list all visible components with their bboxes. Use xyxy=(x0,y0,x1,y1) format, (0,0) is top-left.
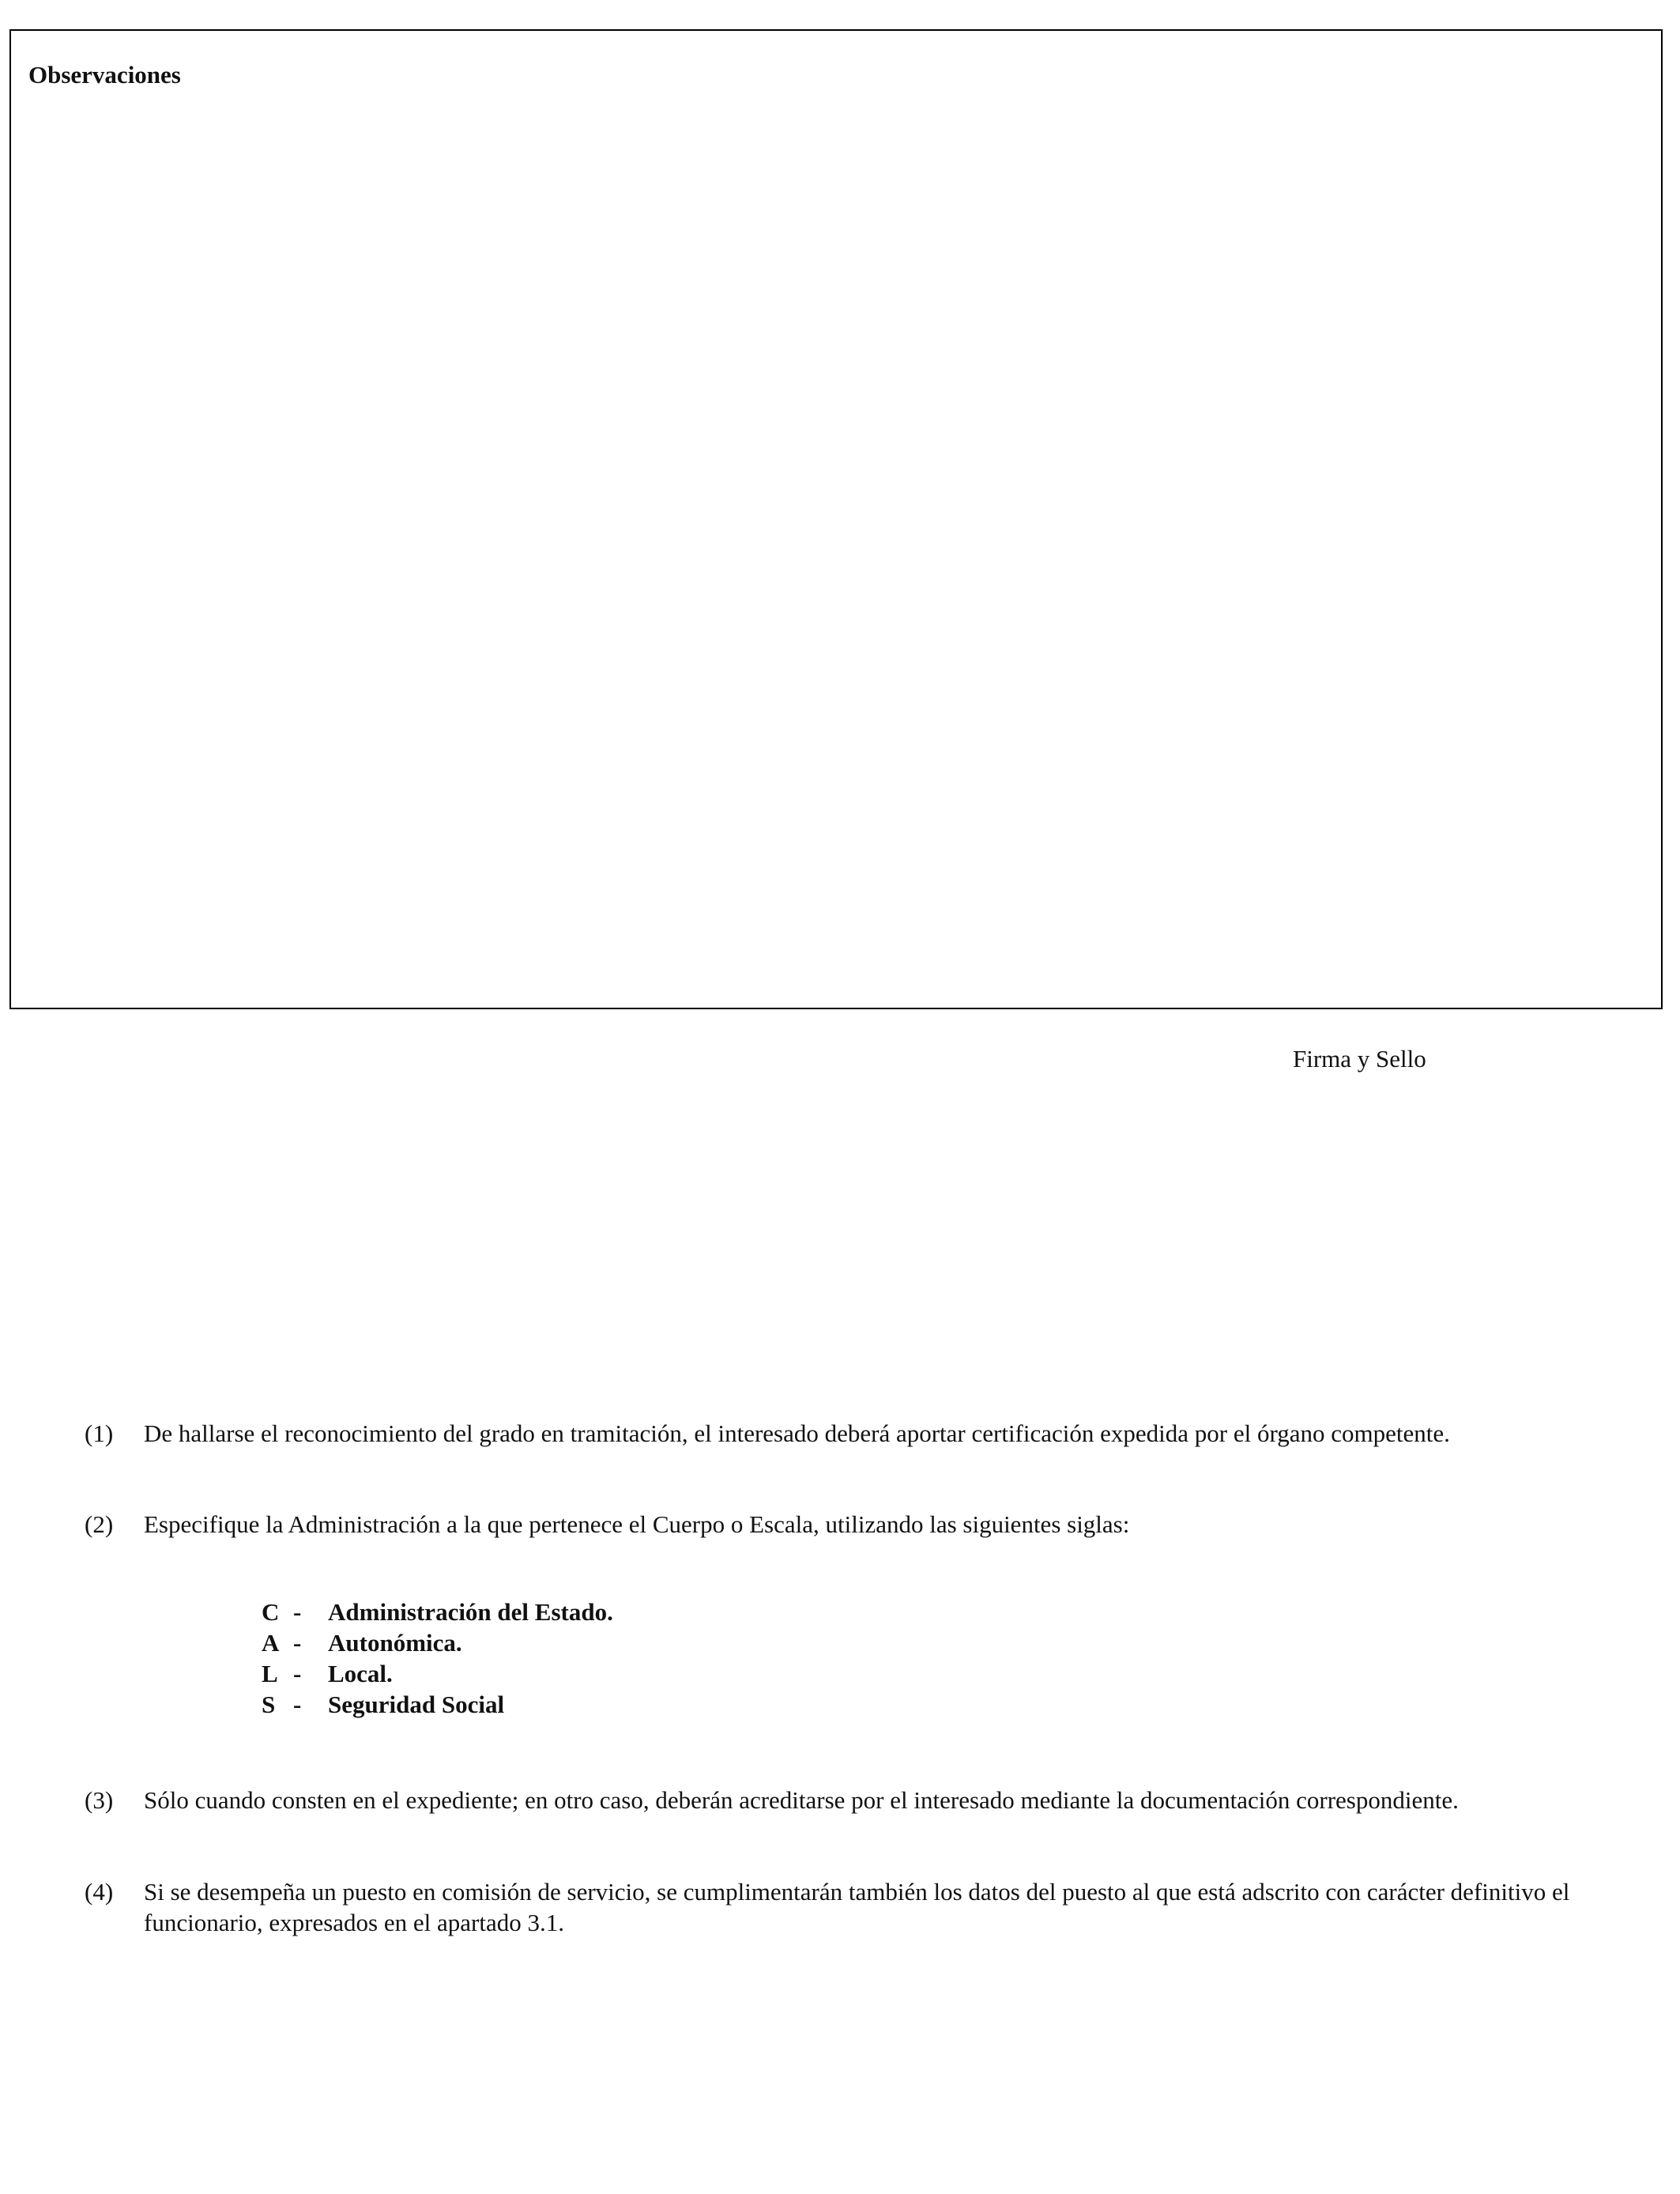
sigla-label: Seguridad Social xyxy=(328,1691,505,1718)
footnote-number: (1) xyxy=(85,1419,114,1447)
sigla-item xyxy=(262,1658,613,1689)
observaciones-title: Observaciones xyxy=(28,61,181,89)
footnote-text: Especifique la Administración a la que pertenece el Cuerpo o Escala, utilizando las siguientes siglas: xyxy=(144,1510,1130,1538)
sigla-dash: - xyxy=(293,1598,302,1626)
sigla-dash: - xyxy=(293,1691,302,1718)
footnote-number: (3) xyxy=(85,1786,114,1814)
firma-sello-label: Firma y Sello xyxy=(1293,1045,1426,1072)
footnote-3 xyxy=(85,1785,1649,1815)
sigla-item xyxy=(262,1689,613,1720)
footnote-4 xyxy=(85,1876,1649,1938)
footnote-1 xyxy=(85,1418,1649,1449)
footnote-text: Sólo cuando consten en el expediente; en otro caso, deberán acreditarse por el interesado mediante la documentación correspondiente. xyxy=(144,1786,1459,1814)
footnote-text: Si se desempeña un puesto en comisión de servicio, se cumplimentarán también los datos del puesto al que está adscrito con carácter definitivo el funcionario, expresados en el apartado 3.1. xyxy=(144,1878,1570,1936)
sigla-dash: - xyxy=(293,1660,302,1687)
footnote-number: (4) xyxy=(85,1878,114,1906)
footnote-text: De hallarse el reconocimiento del grado en tramitación, el interesado deberá aportar certificación expedida por el órgano competente. xyxy=(144,1419,1450,1447)
observaciones-box xyxy=(9,29,1663,1009)
sigla-code: C xyxy=(262,1598,280,1626)
sigla-item xyxy=(262,1596,613,1627)
footnote-number: (2) xyxy=(85,1510,114,1538)
sigla-code: S xyxy=(262,1691,276,1718)
sigla-label: Administración del Estado. xyxy=(328,1598,613,1626)
sigla-dash: - xyxy=(293,1629,302,1657)
sigla-label: Local. xyxy=(328,1660,393,1687)
siglas-list xyxy=(262,1596,613,1720)
sigla-label: Autonómica. xyxy=(328,1629,462,1657)
sigla-item xyxy=(262,1627,613,1658)
footnote-2 xyxy=(85,1509,1649,1540)
sigla-code: L xyxy=(262,1660,278,1687)
sigla-code: A xyxy=(262,1629,280,1657)
